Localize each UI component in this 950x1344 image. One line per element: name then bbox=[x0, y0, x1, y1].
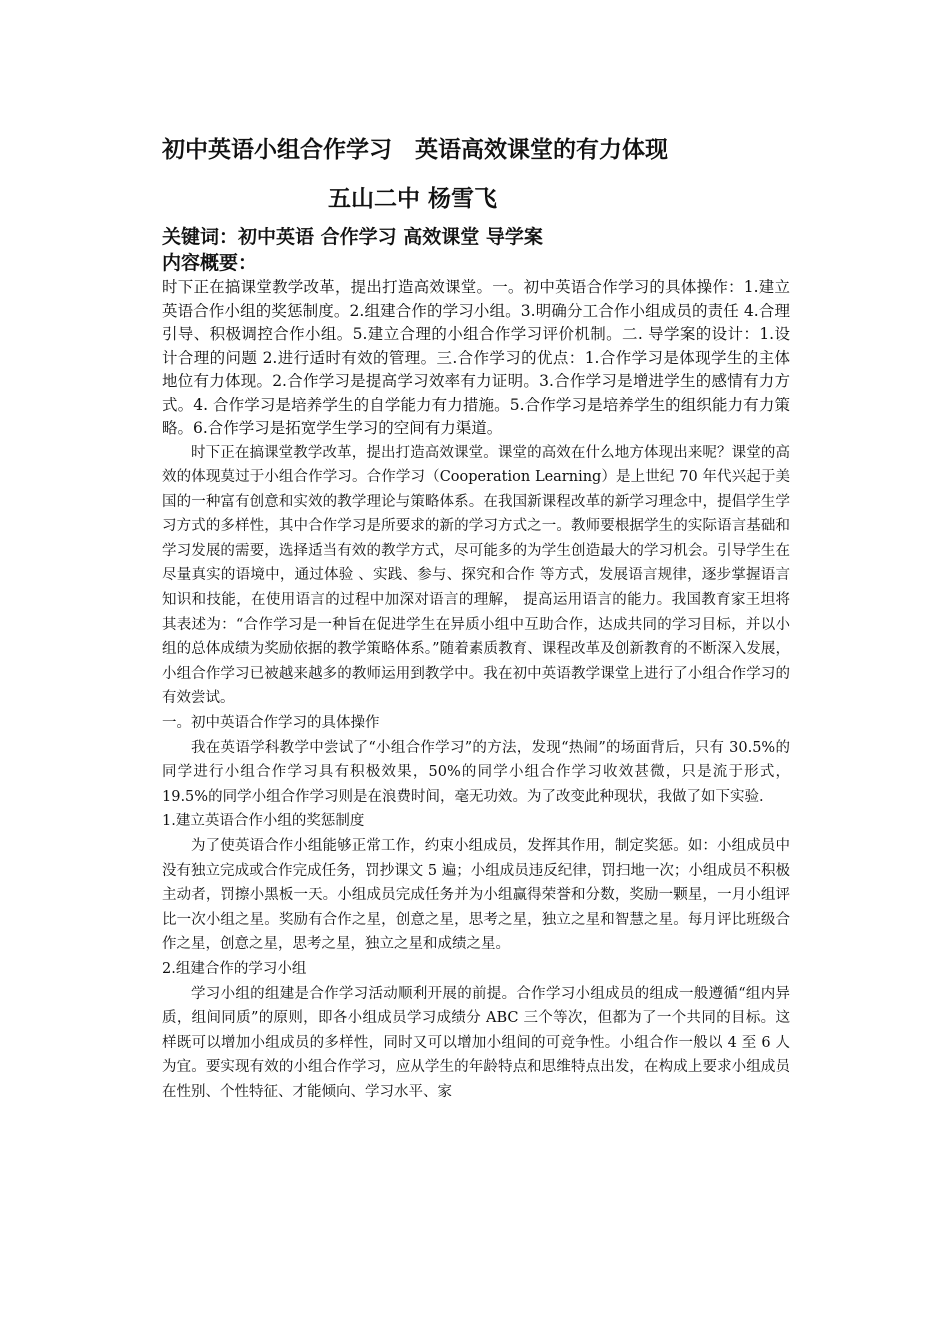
author-line: 五山二中 杨雪飞 bbox=[328, 186, 498, 212]
summary-paragraph: 时下正在搞课堂教学改革，提出打造高效课堂。一。初中英语合作学习的具体操作：1.建立英语合作小组的奖惩制度。2.组建合作的学习小组。3.明确分工合作小组成员的责任 4.合理引导、积极调控合作小组。5.建立合理的小组合作学习评价机制。二. 导学案的设计：1.设计合理的问题 2.进行适时有效的管理。三.合作学习的优点：1.合作学习是体现学生的主体地位有力体现。2.合作学习是提高学习效率有力证明。3.合作学习是增进学生的感情有力方式。4. 合作学习是培养学生的自学能力有力措施。5.合作学习是培养学生的组织能力有力策略。6.合作学习是拓宽学生学习的空间有力渠道。 bbox=[162, 278, 790, 437]
section-heading: 一。初中英语合作学习的具体操作 bbox=[162, 715, 380, 732]
keywords-line: 关键词：初中英语 合作学习 高效课堂 导学案 bbox=[162, 226, 543, 248]
subsection-paragraph: 学习小组的组建是合作学习活动顺利开展的前提。合作学习小组成员的组成一般遵循“组内异质，组间同质”的原则，即各小组成员学习成绩分 ABC 三个等次，但都为了一个共同的目标。这样既可以增加小组成员的多样性，同时又可以增加小组间的可竞争性。小组合作一般以 4 至 6 人为宜。要实现有效的小组合作学习，应从学生的年龄特点和思维特点出发，在构成上要求小组成员在性别、个性特征、才能倾向、学习水平、家 bbox=[162, 985, 790, 1100]
intro-paragraph: 时下正在搞课堂教学改革，提出打造高效课堂。课堂的高效在什么地方体现出来呢？课堂的高效的体现莫过于小组合作学习。合作学习（Cooperation Learning）是上世纪 70 年代兴起于美国的一种富有创意和实效的教学理论与策略体系。在我国新课程改革的新学习理念中，提倡学生学习方式的多样性，其中合作学习是所要求的新的学习方式之一。教师要根据学生的实际语言基础和学习发展的需要，选择适当有效的教学方式，尽可能多的为学生创造最大的学习机会。引导学生在尽量真实的语境中，通过体验 、实践、参与、探究和合作 等方式，发展语言规律，逐步掌握语言知识和技能，在使用语言的过程中加深对语言的理解， 提高运用语言的能力。我国教育家王坦将其表述为：“合作学习是一种旨在促进学生在异质小组中互助合作，达成共同的学习目标，并以小组的总体成绩为奖励依据的教学策略体系。”随着素质教育、课程改革及创新教育的不断深入发展，小组合作学习已被越来越多的教师运用到教学中。我在初中英语教学课堂上进行了小组合作学习的有效尝试。 bbox=[162, 444, 790, 707]
document-title: 初中英语小组合作学习 英语高效课堂的有力体现 bbox=[162, 137, 668, 163]
subsection-heading: 1.建立英语合作小组的奖惩制度 bbox=[162, 813, 365, 830]
subsection-heading: 2.组建合作的学习小组 bbox=[162, 960, 307, 977]
section-paragraph: 我在英语学科教学中尝试了“小组合作学习”的方法，发现“热闹”的场面背后，只有 30.5%的同学进行小组合作学习具有积极效果，50%的同学小组合作学习收效甚微，只是流于形式，19.5%的同学小组合作学习则是在浪费时间，毫无功效。为了改变此种现状，我做了如下实验. bbox=[162, 739, 790, 805]
subsection-paragraph: 为了使英语合作小组能够正常工作，约束小组成员，发挥其作用，制定奖惩。如：小组成员中没有独立完成或合作完成任务，罚抄课文 5 遍；小组成员违反纪律，罚扫地一次；小组成员不积极主动者，罚擦小黑板一天。小组成员完成任务并为小组赢得荣誉和分数，奖励一颗星，一月小组评比一次小组之星。奖励有合作之星，创意之星，思考之星，独立之星和智慧之星。每月评比班级合作之星，创意之星，思考之星，独立之星和成绩之星。 bbox=[162, 838, 790, 953]
document-body bbox=[162, 133, 790, 1105]
summary-heading: 内容概要： bbox=[162, 252, 258, 274]
